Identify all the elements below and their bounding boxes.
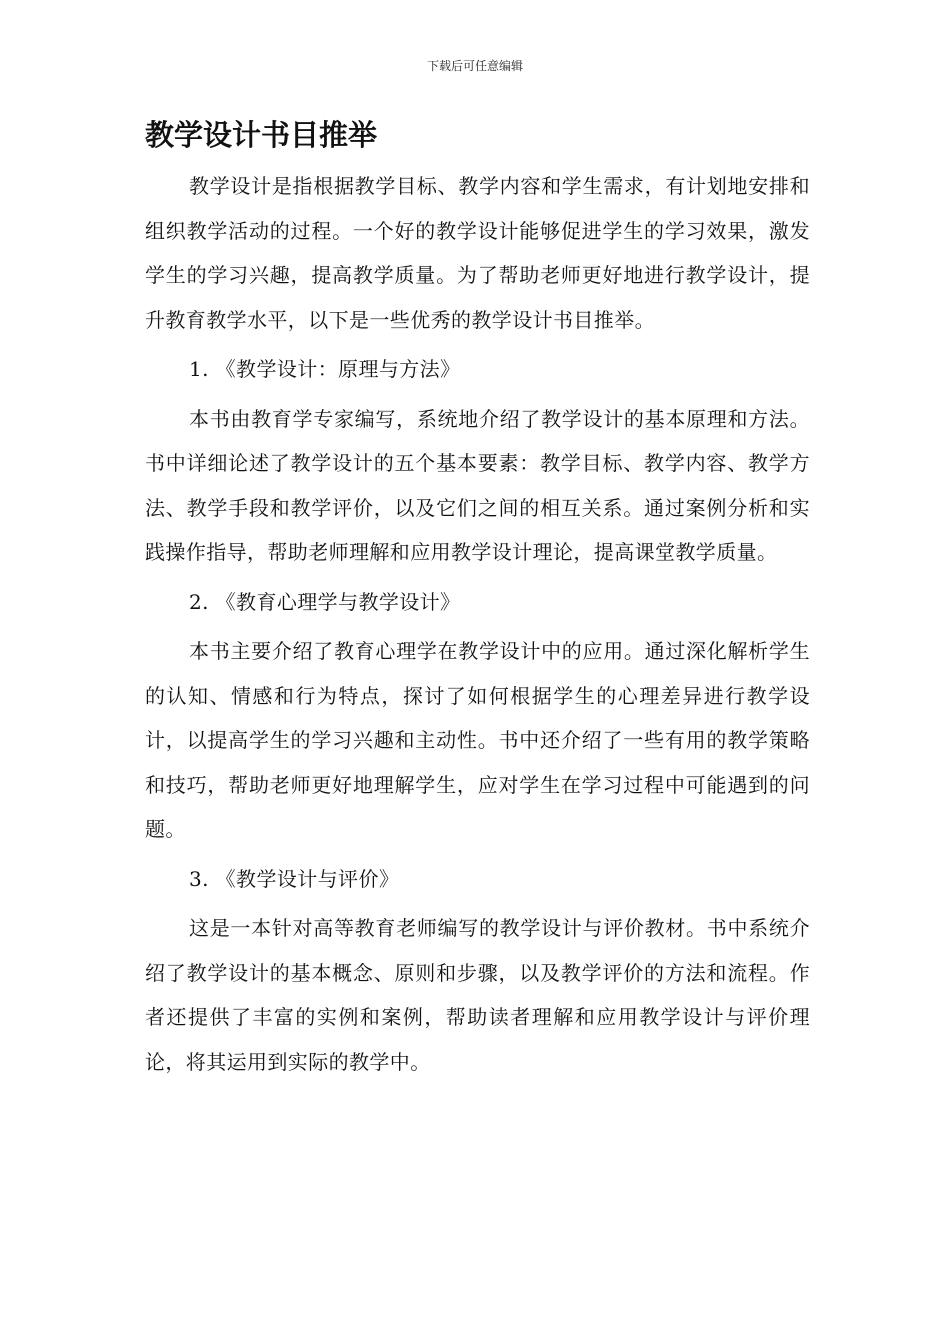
book-description-3: 这是一本针对高等教育老师编写的教学设计与评价教材。书中系统介绍了教学设计的基本概念、原则和步骤，以及教学评价的方法和流程。作者还提供了丰富的实例和案例，帮助读者理解和应用教学设计与评价理论，将其运用到实际的教学中。 bbox=[145, 916, 810, 1074]
header-note: 下载后可任意编辑 bbox=[426, 59, 523, 73]
document-body bbox=[145, 164, 810, 1084]
intro-paragraph: 教学设计是指根据教学目标、教学内容和学生需求，有计划地安排和组织教学活动的过程。一个好的教学设计能够促进学生的学习效果，激发学生的学习兴趣，提高教学质量。为了帮助老师更好地进行教学设计，提升教育教学水平，以下是一些优秀的教学设计书目推举。 bbox=[145, 174, 810, 332]
page-title: 教学设计书目推举 bbox=[145, 118, 378, 152]
book-description-1: 本书由教育学专家编写，系统地介绍了教学设计的基本原理和方法。书中详细论述了教学设计的五个基本要素：教学目标、教学内容、教学方法、教学手段和教学评价，以及它们之间的相互关系。通过案例分析和实践操作指导，帮助老师理解和应用教学设计理论，提高课堂教学质量。 bbox=[145, 406, 810, 564]
book-description-2: 本书主要介绍了教育心理学在教学设计中的应用。通过深化解析学生的认知、情感和行为特点，探讨了如何根据学生的心理差异进行教学设计，以提高学生的学习兴趣和主动性。书中还介绍了一些有用的教学策略和技巧，帮助老师更好地理解学生，应对学生在学习过程中可能遇到的问题。 bbox=[145, 639, 810, 841]
book-heading-3: 3. 《教学设计与评价》 bbox=[189, 866, 400, 891]
book-heading-1: 1. 《教学设计：原理与方法》 bbox=[189, 357, 461, 381]
book-heading-2: 2. 《教育心理学与教学设计》 bbox=[189, 589, 461, 614]
